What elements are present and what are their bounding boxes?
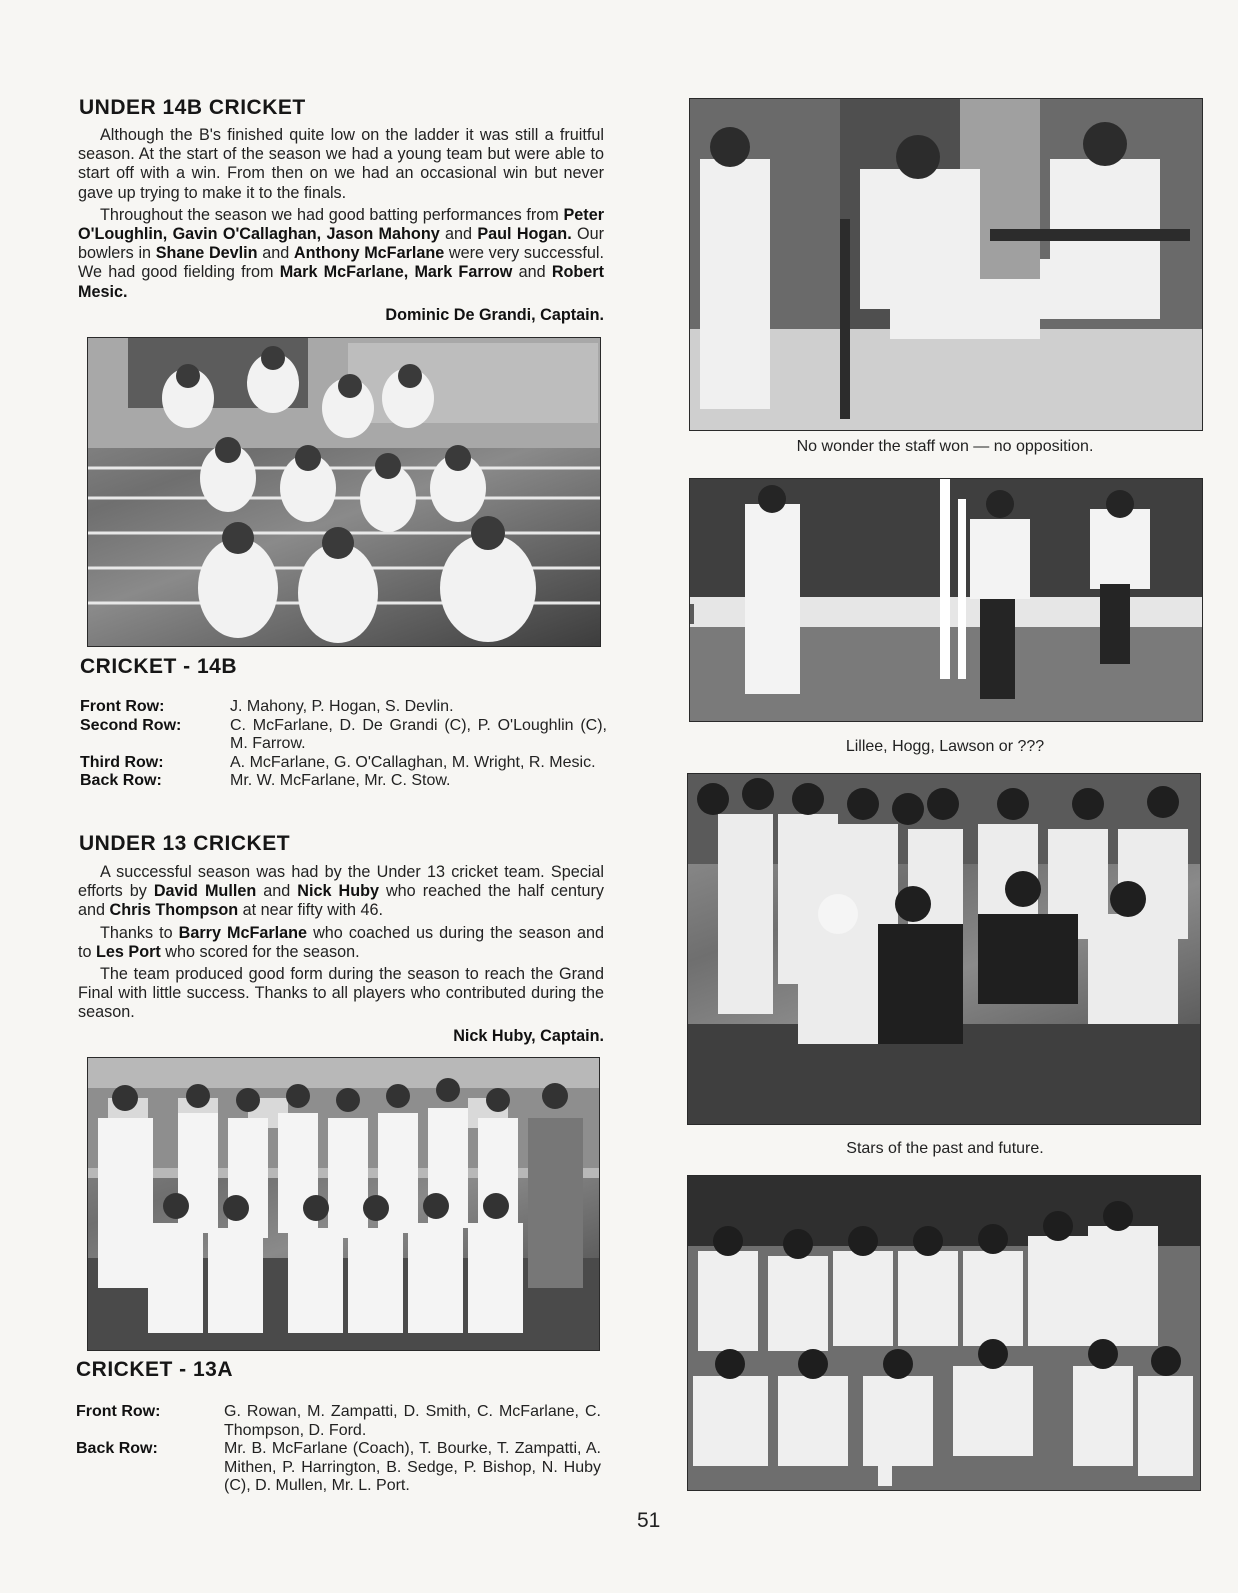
roster-value: C. McFarlane, D. De Grandi (C), P. O'Loughlin (C), M. Farrow.: [230, 716, 607, 752]
roster-label: Front Row:: [80, 698, 165, 715]
u14b-article: [78, 126, 604, 325]
roster-value: Mr. W. McFarlane, Mr. C. Stow.: [230, 772, 451, 789]
roster-row: [80, 754, 607, 773]
u14b-heading: UNDER 14B CRICKET: [79, 96, 306, 119]
u13-heading: UNDER 13 CRICKET: [79, 832, 291, 855]
u13-paragraph-1: A successful season was had by the Under 13 cricket team. Special efforts by David Mullen and Nick Huby who reached the half century and Chris Thompson at near fifty with 46.: [78, 863, 604, 920]
bowling-photo: [689, 478, 1203, 722]
u14b-paragraph-1: Although the B's finished quite low on the ladder it was still a fruitful season. At the start of the season we had a young team but were able to start off with a win. From then on we had an occasional win but never gave up trying to make it to the finals.: [78, 126, 604, 202]
roster-row: [80, 717, 607, 754]
u13-paragraph-3: The team produced good form during the season to reach the Grand Final with little success. Thanks to all players who contributed during the season.: [78, 965, 604, 1022]
staff-photo: [689, 98, 1203, 431]
page-number: 51: [637, 1509, 661, 1532]
u13-signature: Nick Huby, Captain.: [453, 1026, 604, 1045]
staff-photo-caption: No wonder the staff won — no opposition.: [796, 438, 1094, 455]
group-photo: [687, 1175, 1201, 1491]
u14b-signature: Dominic De Grandi, Captain.: [385, 305, 604, 324]
stars-photo-caption: Stars of the past and future.: [846, 1140, 1044, 1157]
roster-value: Mr. B. McFarlane (Coach), T. Bourke, T. Zampatti, A. Mithen, P. Harrington, B. Sedge, P. Bishop, N. Huby (C), D. Mullen, Mr. L. Port.: [224, 1440, 601, 1494]
roster-value: G. Rowan, M. Zampatti, D. Smith, C. McFarlane, C. Thompson, D. Ford.: [224, 1403, 601, 1439]
roster-label: Front Row:: [76, 1403, 161, 1420]
roster-row: [80, 698, 607, 717]
u13-paragraph-2: Thanks to Barry McFarlane who coached us during the season and to Les Port who scored for the season.: [78, 923, 604, 961]
u13-article: [78, 863, 604, 1046]
roster-row: [76, 1440, 601, 1496]
roster-label: Third Row:: [80, 753, 164, 771]
stars-photo: [687, 773, 1201, 1125]
bowling-photo-caption: Lillee, Hogg, Lawson or ???: [845, 738, 1045, 755]
team-13a-roster: [76, 1403, 601, 1496]
team-14b-heading: CRICKET - 14B: [80, 655, 238, 678]
roster-label: Back Row:: [80, 772, 162, 789]
roster-value: A. McFarlane, G. O'Callaghan, M. Wright, R. Mesic.: [230, 753, 596, 771]
team-14b-roster: [80, 698, 607, 791]
roster-row: [80, 772, 607, 791]
roster-label: Back Row:: [76, 1440, 158, 1457]
team-14b-photo: [87, 337, 601, 647]
roster-value: J. Mahony, P. Hogan, S. Devlin.: [230, 698, 454, 715]
roster-row: [76, 1403, 601, 1440]
roster-label: Second Row:: [80, 716, 182, 734]
team-13a-photo: [87, 1057, 600, 1351]
u14b-paragraph-2: Throughout the season we had good batting performances from Peter O'Loughlin, Gavin O'Callaghan, Jason Mahony and Paul Hogan. Our bowlers in Shane Devlin and Anthony McFarlane were very successful. We had good fielding from Mark McFarlane, Mark Farrow and Robert Mesic.: [78, 205, 604, 301]
team-13a-heading: CRICKET - 13A: [76, 1358, 234, 1381]
